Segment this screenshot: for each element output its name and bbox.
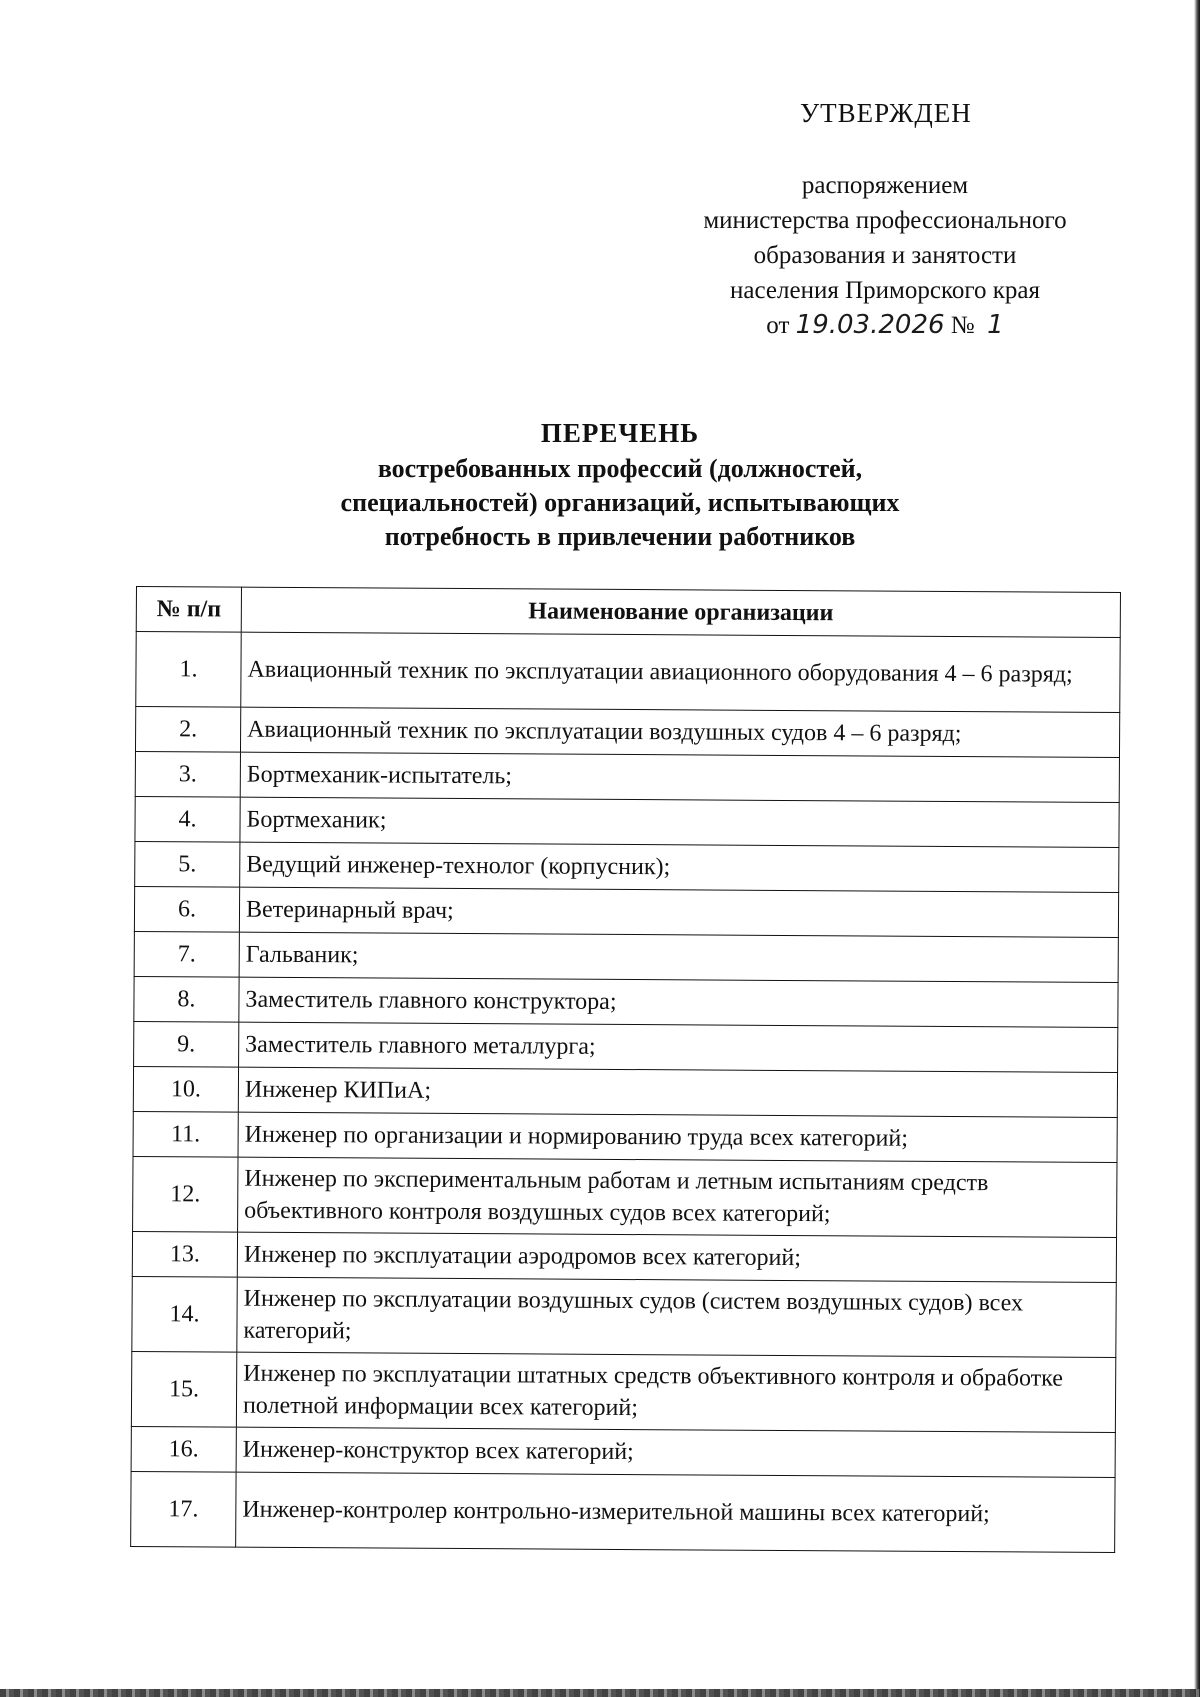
table-row (134, 1021, 1118, 1072)
row-name: Инженер по эксплуатации штатных средств объективного контроля и обработке полетной информации всех категорий; (236, 1352, 1115, 1432)
table-row (132, 1231, 1116, 1282)
approval-date-line (660, 308, 1110, 343)
approval-heading: УТВЕРЖДЕН (800, 98, 972, 128)
row-name: Авиационный техник по эксплуатации авиационного оборудования 4 – 6 разряд; (241, 632, 1120, 712)
row-number: 6. (134, 886, 239, 932)
scan-bottom-edge (0, 1689, 1200, 1697)
table-row (131, 1351, 1115, 1432)
row-name: Бортмеханик-испытатель; (240, 752, 1119, 802)
table-row (132, 1276, 1116, 1357)
row-number: 5. (135, 841, 240, 887)
row-number: 11. (133, 1111, 238, 1157)
table-row (135, 707, 1119, 758)
row-name: Инженер по организации и нормированию труда всех категорий; (238, 1112, 1117, 1162)
column-header-name: Наименование организации (241, 587, 1120, 637)
row-number: 4. (135, 796, 240, 842)
row-name: Инженер по эксплуатации воздушных судов (систем воздушных судов) всех категорий; (237, 1277, 1116, 1357)
table-row (134, 931, 1118, 982)
table-row (131, 1426, 1115, 1477)
row-name: Инженер по эксплуатации аэродромов всех категорий; (237, 1232, 1116, 1282)
document-title (220, 416, 1020, 554)
row-name: Заместитель главного металлурга; (239, 1022, 1118, 1072)
table-header-row (136, 587, 1120, 638)
table-row (135, 751, 1119, 802)
row-name: Инженер по экспериментальным работам и летным испытаниям средств объективного контроля воздушных судов всех категорий; (238, 1157, 1117, 1237)
professions-table (130, 586, 1121, 1553)
table-row (133, 1066, 1117, 1117)
table-row (135, 841, 1119, 892)
row-number: 3. (135, 751, 240, 797)
approval-line: образования и занятости (753, 242, 1017, 269)
row-name: Авиационный техник по эксплуатации воздушных судов 4 – 6 разряд; (240, 707, 1119, 757)
row-name: Гальваник; (239, 932, 1118, 982)
approval-line: распоряжением (801, 172, 969, 199)
row-number: 15. (131, 1351, 236, 1427)
table-row (134, 976, 1118, 1027)
row-number: 14. (132, 1276, 237, 1352)
table-row (135, 796, 1119, 847)
row-number: 7. (134, 931, 239, 977)
row-name: Инженер-конструктор всех категорий; (236, 1427, 1115, 1477)
row-number: 17. (131, 1471, 236, 1547)
handwritten-date: 19.03.2026 (795, 310, 945, 340)
row-name: Инженер КИПиА; (238, 1067, 1117, 1117)
row-number: 12. (133, 1156, 238, 1232)
table-row (131, 1471, 1115, 1552)
table-row (136, 632, 1120, 713)
row-number: 1. (136, 632, 241, 708)
row-name: Бортмеханик; (240, 797, 1119, 847)
row-name: Ведущий инженер-технолог (корпусник); (240, 842, 1119, 892)
handwritten-number: 1 (987, 310, 1004, 340)
table-row (133, 1111, 1117, 1162)
column-header-number: № п/п (136, 587, 241, 633)
row-number: 9. (134, 1021, 239, 1067)
approval-block (660, 168, 1110, 343)
row-name: Инженер-контролер контрольно-измерительной машины всех категорий; (236, 1472, 1115, 1552)
row-name: Ветеринарный врач; (239, 887, 1118, 937)
title-main: ПЕРЕЧЕНЬ (540, 418, 700, 448)
table-row (133, 1156, 1117, 1237)
row-number: 13. (132, 1231, 237, 1277)
table-row (134, 886, 1118, 937)
date-prefix: от (766, 312, 790, 339)
title-line: потребность в привлечении работников (384, 522, 856, 551)
row-number: 16. (131, 1426, 236, 1472)
approval-line: министерства профессионального (703, 207, 1067, 234)
title-line: специальностей) организаций, испытывающих (340, 488, 900, 517)
number-label: № (950, 312, 975, 339)
approval-line: населения Приморского края (730, 277, 1040, 304)
row-name: Заместитель главного конструктора; (239, 977, 1118, 1027)
row-number: 10. (133, 1066, 238, 1112)
scan-edge-shadow (1194, 0, 1200, 1697)
row-number: 8. (134, 976, 239, 1022)
row-number: 2. (135, 707, 240, 753)
title-line: востребованных профессий (должностей, (377, 454, 863, 483)
